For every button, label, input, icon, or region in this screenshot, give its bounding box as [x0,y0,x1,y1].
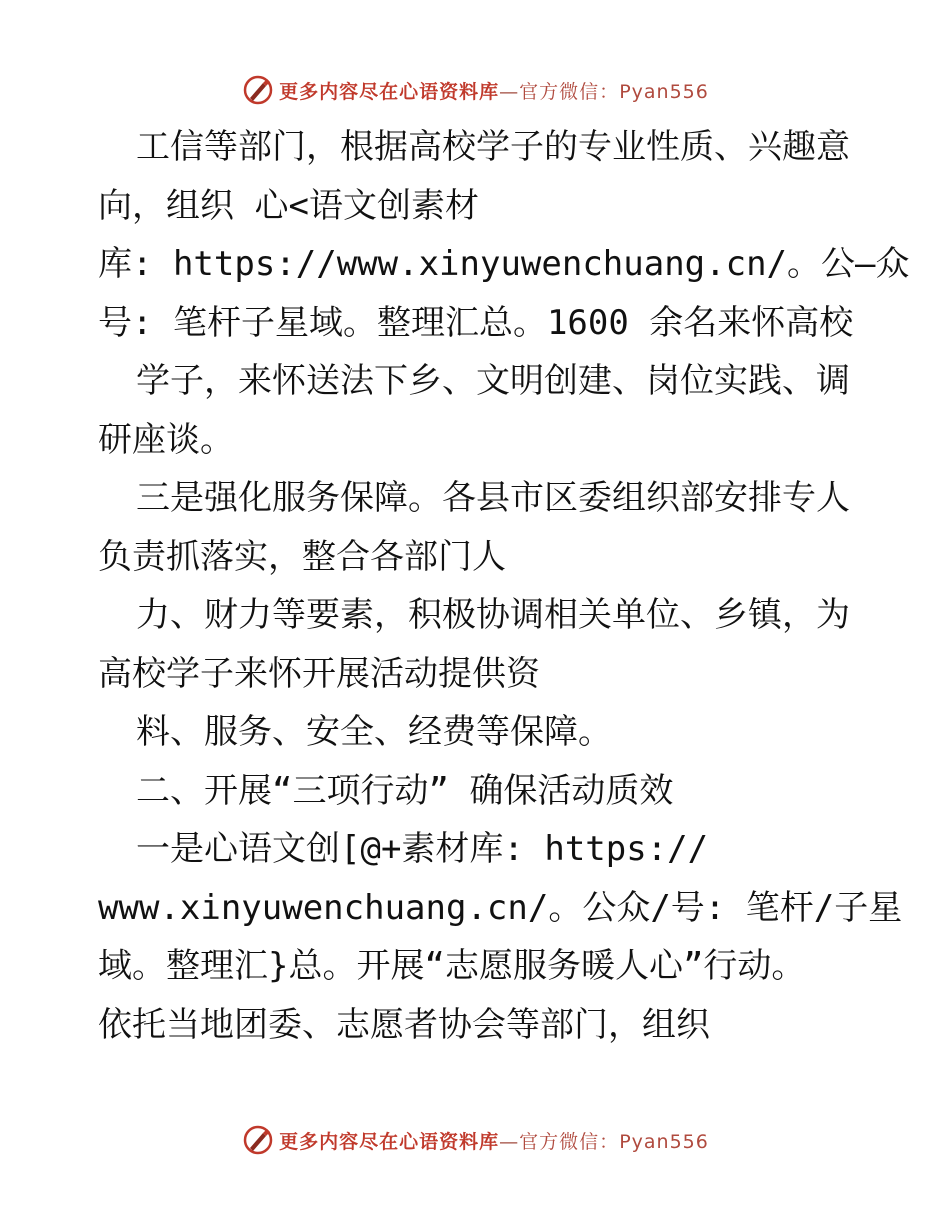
text-line: 料、服务、安全、经费等保障。 [136,712,612,752]
header-banner-main: 更多内容尽在心语资料库 [279,80,500,103]
footer-banner-id: Pyan556 [619,1130,709,1153]
footer-banner [0,1120,950,1160]
text-line: 工信等部门，根据高校学子的专业性质、兴趣意 [136,127,850,167]
section-heading: 二、开展“三项行动” 确保活动质效 [136,770,674,811]
text-line: 向，组织 心<语文创素材 [98,185,479,226]
header-banner-sub: 官方微信： [519,80,620,103]
text-line: 三是强化服务保障。各县市区委组织部安排专人 [136,478,850,518]
text-line: 依托当地团委、志愿者协会等部门，组织 [98,1004,710,1045]
footer-banner-main: 更多内容尽在心语资料库 [279,1130,500,1153]
text-line: 学子，来怀送法下乡、文明创建、岗位实践、调 [136,361,850,401]
footer-banner-dash: — [499,1130,520,1153]
text-line: 力、财力等要素，积极协调相关单位、乡镇，为 [136,595,850,635]
footer-banner-text [279,1127,709,1154]
pen-logo-icon [241,1123,275,1157]
text-line: 高校学子来怀开展活动提供资 [98,653,540,694]
text-line: 负责抓落实，整合各部门人 [98,536,506,577]
text-line: 库: https://www.xinyuwenchuang.cn/。公—众 [98,244,910,284]
text-line: 研座谈。 [98,419,234,460]
header-banner [0,70,950,110]
header-banner-dash: — [499,80,520,103]
header-banner-id: Pyan556 [619,80,709,103]
pen-logo-icon [241,73,275,107]
text-line: www.xinyuwenchuang.cn/。公众/号: 笔杆/子星 [98,887,903,928]
footer-banner-sub: 官方微信： [519,1130,620,1153]
text-line: 一是心语文创[@+素材库: https:// [136,829,709,869]
text-line: 域。整理汇}总。开展“志愿服务暖人心”行动。 [98,946,806,986]
text-line: 号: 笔杆子星域。整理汇总。1600 余名来怀高校 [98,302,854,343]
document-body [98,118,910,1054]
header-banner-text [279,77,709,104]
